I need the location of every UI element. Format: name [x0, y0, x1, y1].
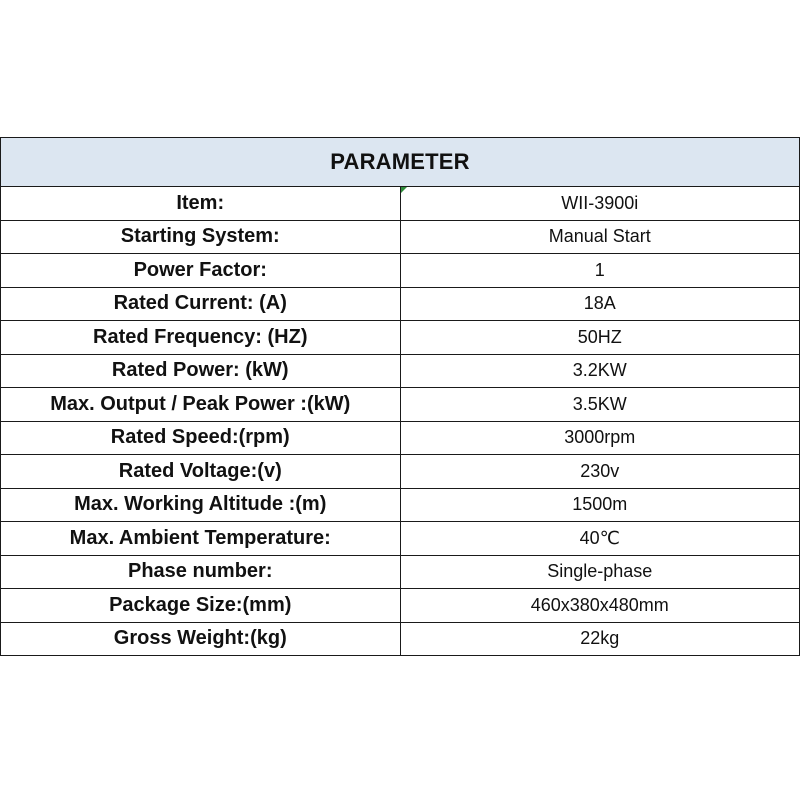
- row-label: Rated Voltage:(v): [1, 455, 401, 489]
- parameter-table: [0, 137, 800, 656]
- table-row: [1, 187, 800, 221]
- row-value: [400, 555, 800, 589]
- table-row: [1, 220, 800, 254]
- table-row: [1, 555, 800, 589]
- row-value: [400, 187, 800, 221]
- row-value-text: WII-3900i: [561, 192, 639, 213]
- row-value: [400, 254, 800, 288]
- row-label: Power Factor:: [1, 254, 401, 288]
- table-row: [1, 421, 800, 455]
- row-value-text: 22kg: [580, 628, 620, 649]
- table-row: [1, 455, 800, 489]
- row-label: Item:: [1, 187, 401, 221]
- row-value: [400, 287, 800, 321]
- row-value: [400, 421, 800, 455]
- row-value-text: 1500m: [572, 494, 628, 515]
- row-value-text: 40℃: [579, 527, 620, 548]
- row-value: [400, 321, 800, 355]
- row-value-text: Manual Start: [548, 226, 651, 247]
- row-value-text: Single-phase: [547, 561, 653, 582]
- table-row: [1, 522, 800, 556]
- row-label: Max. Ambient Temperature:: [1, 522, 401, 556]
- table-row: [1, 388, 800, 422]
- table-row: [1, 354, 800, 388]
- row-value-text: 3000rpm: [564, 427, 636, 448]
- comment-marker-icon: [401, 187, 407, 193]
- row-label: Rated Power: (kW): [1, 354, 401, 388]
- row-label: Rated Speed:(rpm): [1, 421, 401, 455]
- row-value-text: 230v: [580, 460, 620, 481]
- row-value: [400, 589, 800, 623]
- row-value: [400, 622, 800, 656]
- row-label: Max. Working Altitude :(m): [1, 488, 401, 522]
- row-value: [400, 522, 800, 556]
- table-row: [1, 589, 800, 623]
- row-label: Phase number:: [1, 555, 401, 589]
- table-header: PARAMETER: [1, 138, 800, 187]
- row-label: Rated Current: (A): [1, 287, 401, 321]
- row-value-text: 18A: [583, 293, 616, 314]
- row-value-text: 3.2KW: [572, 360, 627, 381]
- table-row: [1, 622, 800, 656]
- row-value-text: 50HZ: [577, 326, 622, 347]
- row-value-text: 1: [594, 259, 605, 280]
- table-row: [1, 321, 800, 355]
- row-value: [400, 354, 800, 388]
- row-label: Rated Frequency: (HZ): [1, 321, 401, 355]
- row-label: Package Size:(mm): [1, 589, 401, 623]
- row-label: Max. Output / Peak Power :(kW): [1, 388, 401, 422]
- row-label: Starting System:: [1, 220, 401, 254]
- row-value-text: 460x380x480mm: [530, 594, 669, 615]
- row-label: Gross Weight:(kg): [1, 622, 401, 656]
- row-value: [400, 388, 800, 422]
- table-header-row: [1, 138, 800, 187]
- table-row: [1, 287, 800, 321]
- row-value: [400, 220, 800, 254]
- row-value-text: 3.5KW: [572, 393, 627, 414]
- row-value: [400, 455, 800, 489]
- row-value: [400, 488, 800, 522]
- table-row: [1, 488, 800, 522]
- table-row: [1, 254, 800, 288]
